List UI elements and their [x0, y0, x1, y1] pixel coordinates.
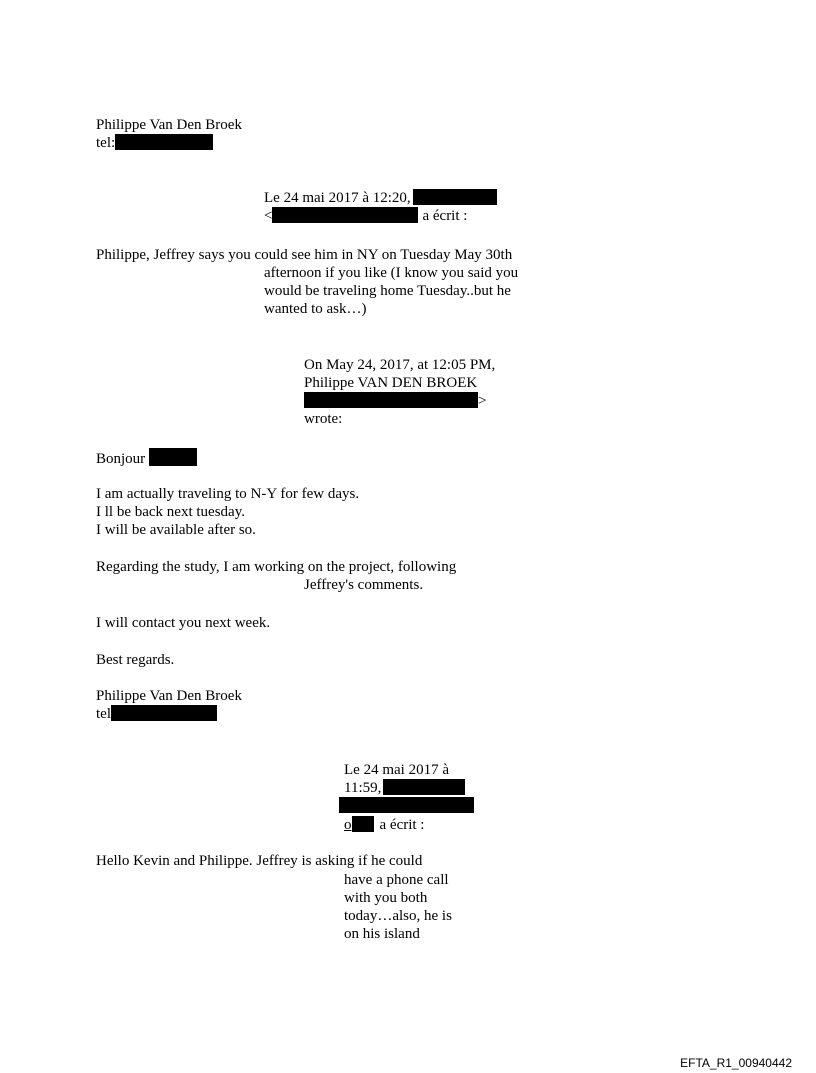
- quote-header-2: [304, 356, 495, 428]
- message-line: Philippe, Jeffrey says you could see him in NY on Tuesday May 30th: [96, 247, 513, 263]
- quote-sender-name: Philippe VAN DEN BROEK: [304, 375, 478, 391]
- message-1: [96, 246, 512, 264]
- quote-date-line: Le 24 mai 2017 à: [344, 762, 449, 778]
- message-3-continuation: [344, 871, 452, 943]
- message-line: with you both: [344, 890, 428, 906]
- message-2-para-2: [96, 558, 456, 576]
- quote-date-line: On May 24, 2017, at 12:05 PM,: [304, 357, 496, 373]
- redaction-box: [352, 816, 374, 832]
- quote-sender-line: < a écrit :: [264, 208, 468, 224]
- message-line: have a phone call: [344, 872, 449, 888]
- signature-block-2: [96, 687, 242, 723]
- redaction-box: [115, 134, 213, 150]
- redaction-box: [304, 392, 478, 408]
- message-2: [96, 448, 197, 466]
- document-id: EFTA_R1_00940442: [680, 1056, 792, 1070]
- tel-label: tel: [96, 706, 111, 722]
- message-line: wanted to ask…): [264, 301, 367, 317]
- signature-block-1: [96, 116, 242, 152]
- greeting-line: Bonjour: [96, 448, 197, 466]
- quote-date-line: Le 24 mai 2017 à 12:20,: [264, 189, 497, 207]
- quote-wrote-line: o a écrit :: [344, 817, 425, 833]
- message-line: on his island: [344, 926, 420, 942]
- message-line: I ll be back next tuesday.: [96, 504, 245, 520]
- quote-header-3: [344, 761, 465, 797]
- redaction-box: [383, 779, 465, 795]
- redaction-box: [149, 448, 197, 466]
- message-line: Hello Kevin and Philippe. Jeffrey is asking if he could: [96, 853, 423, 869]
- signature-tel: [96, 134, 242, 152]
- message-1-continuation: [264, 264, 518, 318]
- message-line: afternoon if you like (I know you said you: [264, 265, 519, 281]
- quote-time-line: 11:59,: [344, 779, 465, 797]
- tel-label: tel:: [96, 135, 116, 151]
- signature-name: Philippe Van Den Broek: [96, 117, 242, 133]
- message-line: Jeffrey's comments.: [304, 577, 424, 593]
- message-line: I will contact you next week.: [96, 615, 271, 631]
- message-line: Best regards.: [96, 652, 175, 668]
- message-3: [96, 852, 422, 870]
- redaction-box: [339, 797, 474, 813]
- message-line: Regarding the study, I am working on the project, following: [96, 559, 457, 575]
- redaction-box: [272, 207, 418, 223]
- message-2-para-2-cont: [304, 576, 423, 594]
- signature-name: Philippe Van Den Broek: [96, 688, 242, 704]
- message-line: I am actually traveling to N-Y for few days.: [96, 486, 360, 502]
- redaction-box: [111, 705, 217, 721]
- quote-wrote: wrote:: [304, 411, 343, 427]
- redaction-box: [413, 189, 497, 205]
- quote-header-3-wrote: [344, 816, 424, 834]
- message-line: would be traveling home Tuesday..but he: [264, 283, 511, 299]
- message-line: today…also, he is: [344, 908, 452, 924]
- message-2-para-1: [96, 485, 359, 539]
- message-line: I will be available after so.: [96, 522, 256, 538]
- quote-sender-email: >: [304, 392, 495, 410]
- quote-header-1: [264, 189, 497, 225]
- message-2-para-3: [96, 614, 270, 632]
- signature-tel: [96, 705, 242, 723]
- message-2-para-4: [96, 651, 174, 669]
